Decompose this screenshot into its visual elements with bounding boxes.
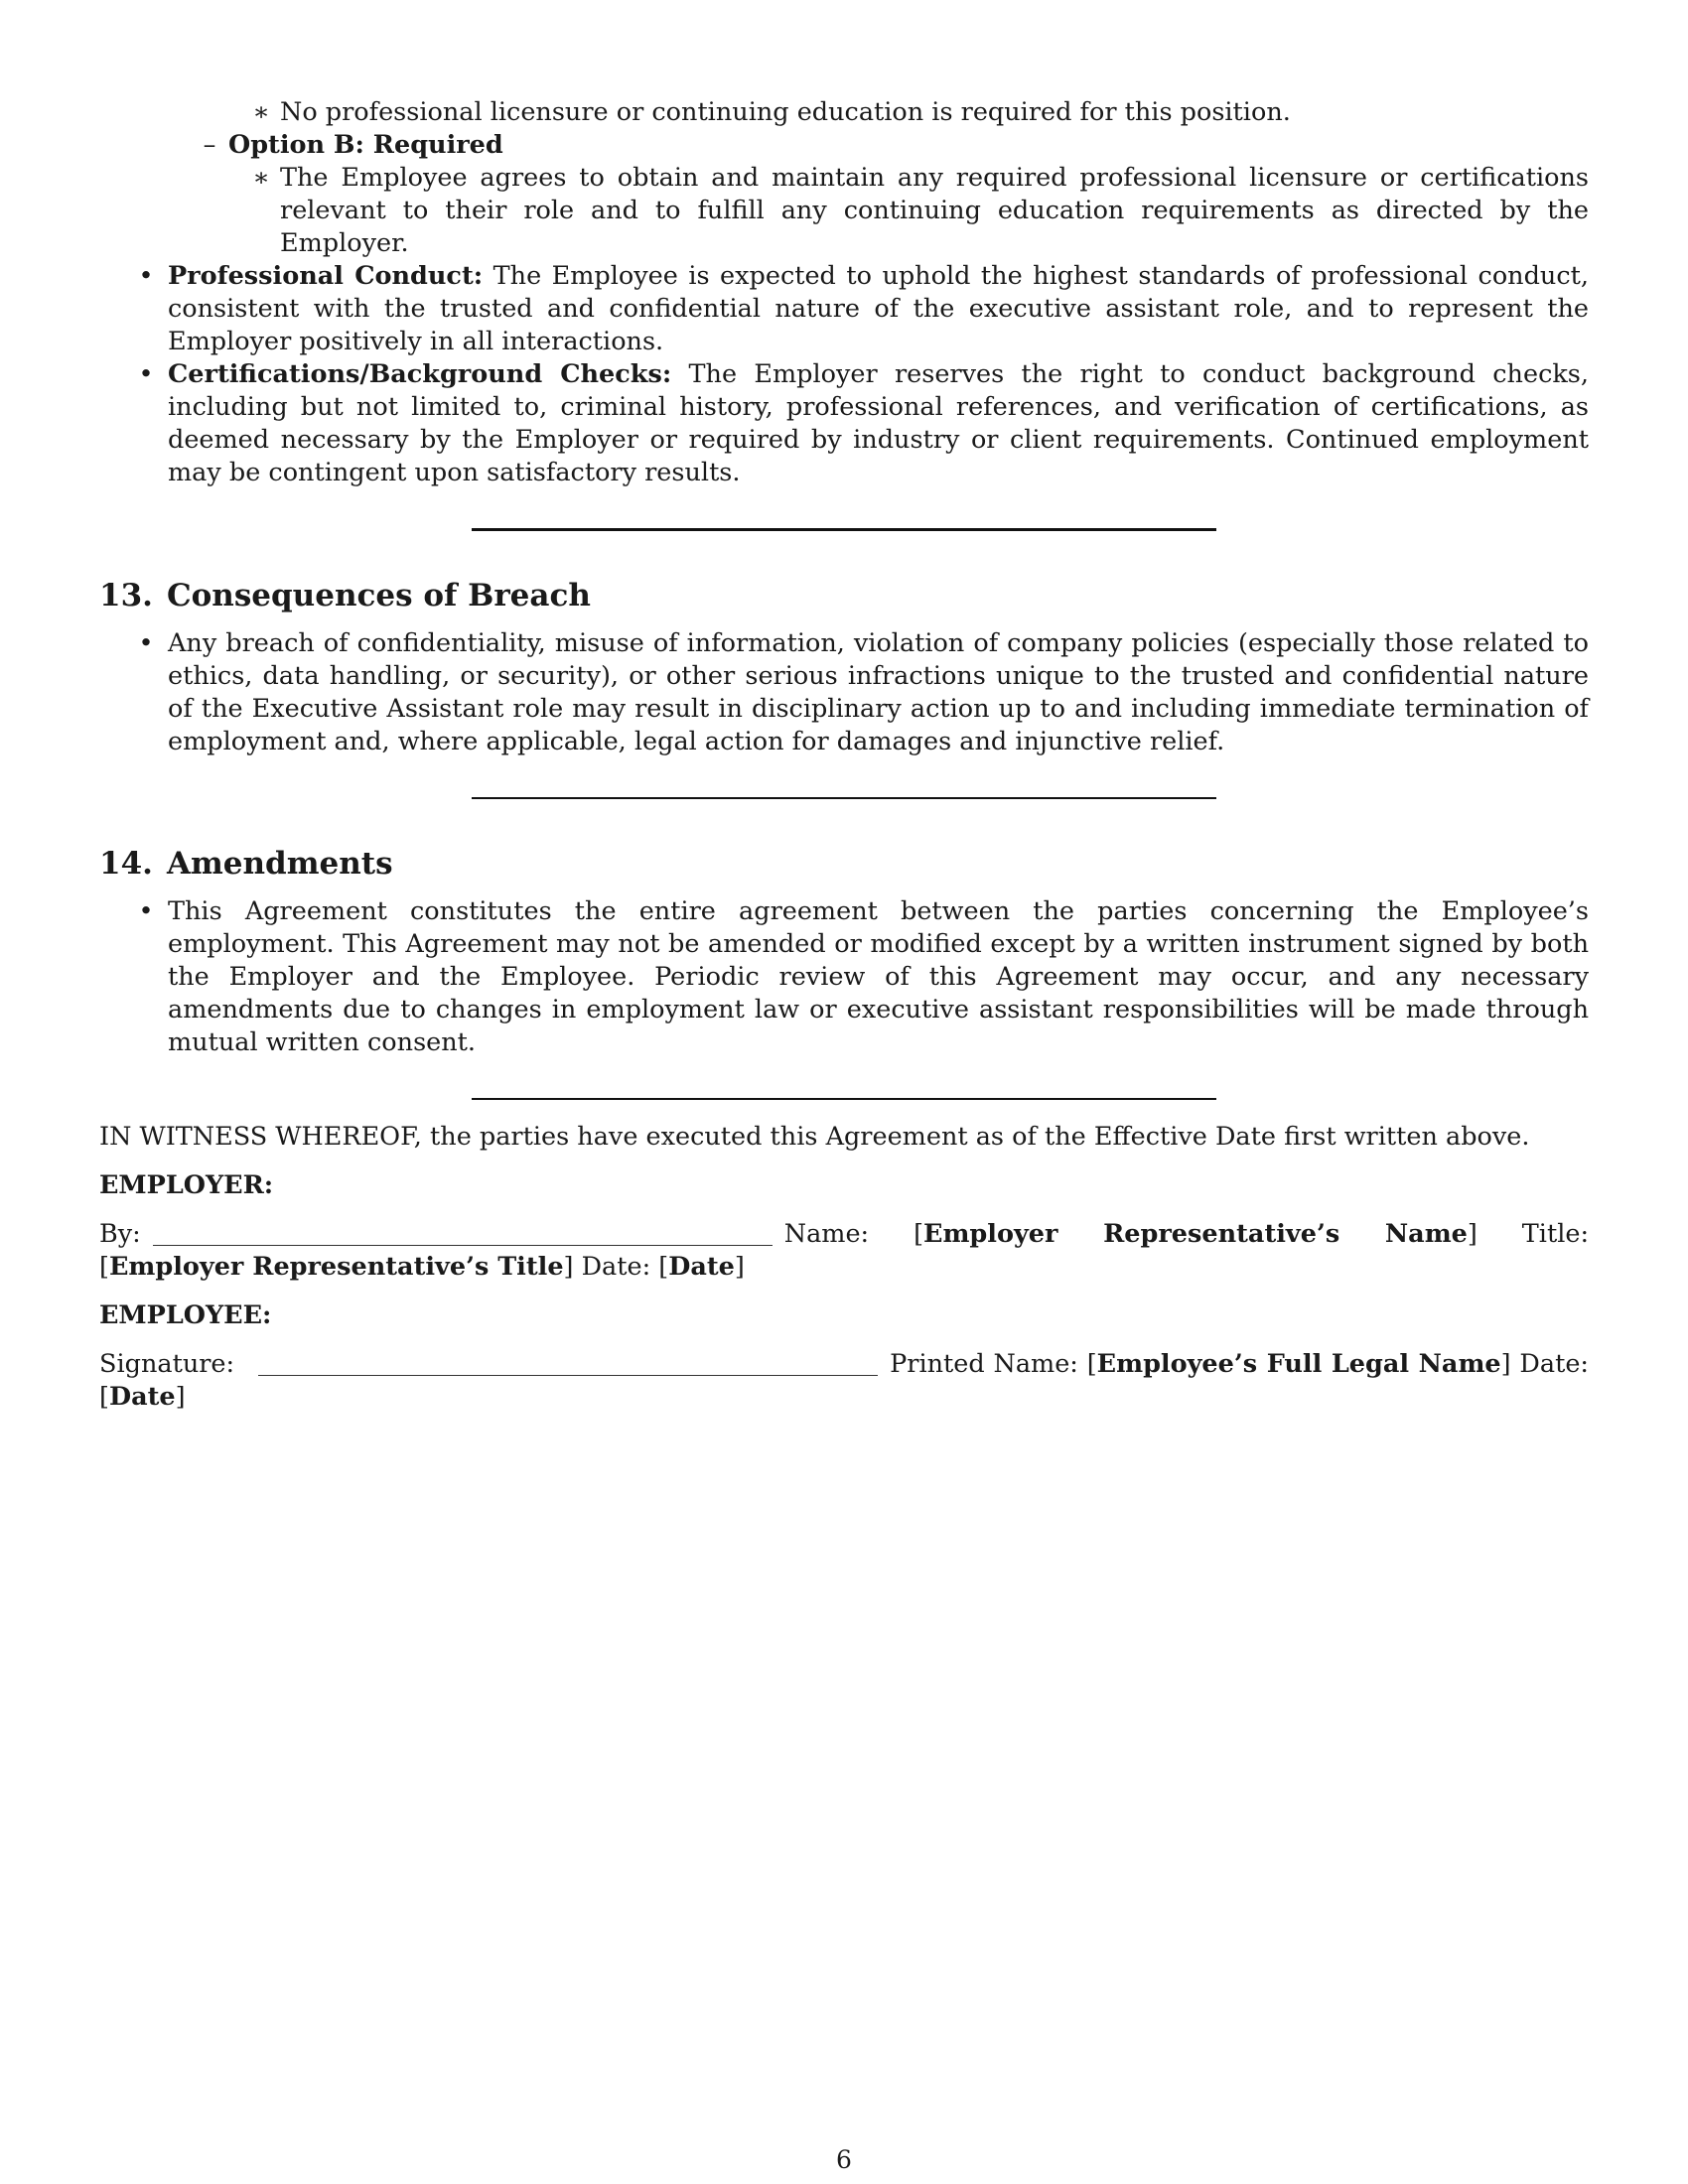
close-bracket: ] — [1467, 1219, 1477, 1249]
employee-signature-line[interactable] — [258, 1349, 878, 1376]
open-bracket: [ — [99, 1382, 109, 1412]
employer-signature-line[interactable] — [153, 1219, 773, 1246]
certifications-label: Certifications/Background Checks: — [168, 359, 672, 389]
section-14-title: Amendments — [166, 846, 393, 882]
section-13-title: Consequences of Breach — [166, 578, 591, 614]
section-divider — [472, 797, 1216, 799]
dash-bullet-icon: – — [203, 130, 216, 160]
option-b-item-text: The Employee agrees to obtain and maintain any required professional licensure or certifications relevant to their role and to fulfill any continuing education requirements as directed by the Employer. — [280, 163, 1589, 258]
employer-date-placeholder: Date — [668, 1252, 735, 1282]
option-b-sub-item — [99, 162, 1589, 260]
date-label: Date: — [1519, 1349, 1589, 1379]
certifications-item — [99, 358, 1589, 489]
employer-rep-title: Employer Representative’s Title — [108, 1252, 564, 1282]
asterisk-bullet-icon: ∗ — [252, 97, 270, 127]
close-bracket: ] — [563, 1252, 574, 1282]
date-label: Date: — [581, 1252, 651, 1282]
name-label: Name: — [783, 1219, 870, 1249]
page-number: 6 — [836, 2145, 852, 2174]
section-14-item — [99, 895, 1589, 1059]
open-bracket: [ — [914, 1219, 924, 1249]
employee-name: Employee’s Full Legal Name — [1096, 1349, 1501, 1379]
section-14-number: 14. — [99, 846, 153, 882]
close-bracket: ] — [734, 1252, 745, 1282]
document-page — [99, 96, 1589, 1414]
open-bracket: [ — [1086, 1349, 1097, 1379]
witness-statement: IN WITNESS WHEREOF, the parties have executed this Agreement as of the Effective Date first written above. — [99, 1122, 1530, 1152]
bullet-icon: • — [138, 896, 154, 926]
bullet-icon: • — [138, 628, 154, 658]
open-bracket: [ — [658, 1252, 669, 1282]
open-bracket: [ — [99, 1252, 109, 1282]
by-label: By: — [99, 1219, 141, 1249]
section-divider — [472, 528, 1216, 531]
printed-name-label: Printed Name: — [890, 1349, 1078, 1379]
employer-signature-block — [99, 1218, 1589, 1284]
professional-conduct-item — [99, 260, 1589, 358]
bullet-icon: • — [138, 359, 154, 389]
section-13-item — [99, 627, 1589, 758]
option-a-list-item — [99, 96, 1589, 129]
section-divider — [472, 1098, 1216, 1100]
asterisk-bullet-icon: ∗ — [252, 163, 270, 193]
professional-conduct-label: Professional Conduct: — [168, 261, 484, 291]
employee-signature-block — [99, 1348, 1589, 1414]
section-13-number: 13. — [99, 578, 153, 614]
employer-heading — [99, 1169, 1589, 1202]
employee-heading — [99, 1299, 1589, 1332]
section-14-heading — [99, 844, 1589, 884]
section-13-heading — [99, 576, 1589, 615]
section-14-item-text: This Agreement constitutes the entire agreement between the parties concerning the Employee’s employment. This Agreement may not be amended or modified except by a written instrument signed by both the Employer and the Employee. Periodic review of this Agreement may occur, and any necessary amendments due to changes in employment law or executive assistant responsibilities will be made through mutual written consent. — [168, 896, 1589, 1057]
professional-conduct-text: The Employee is expected to uphold the highest standards of professional conduct, consistent with the trusted and confidential nature of the executive assistant role, and to represent the Employer positively in all interactions. — [168, 261, 1589, 356]
close-bracket: ] — [175, 1382, 186, 1412]
title-label: Title: — [1521, 1219, 1590, 1249]
signature-label: Signature: — [99, 1349, 235, 1379]
certifications-text: The Employer reserves the right to conduct background checks, including but not limited to, criminal history, professional references, and verification of certifications, as deemed necessary by the Employer or required by industry or client requirements. Continued employment may be contingent upon satisfactory results. — [168, 359, 1589, 487]
employee-date-placeholder: Date — [108, 1382, 176, 1412]
option-b-list-item — [99, 129, 1589, 162]
employer-rep-name: Employer Representative’s Name — [923, 1219, 1468, 1249]
employee-heading-label: EMPLOYEE: — [99, 1300, 272, 1330]
employer-heading-label: EMPLOYER: — [99, 1170, 274, 1200]
option-a-item-text: No professional licensure or continuing education is required for this position. — [280, 97, 1291, 127]
section-13-item-text: Any breach of confidentiality, misuse of information, violation of company policies (especially those related to ethics, data handling, or security), or other serious infractions unique to the trusted and confidential nature of the Executive Assistant role may result in disciplinary action up to and including immediate termination of employment and, where applicable, legal action for damages and injunctive relief. — [168, 628, 1589, 756]
option-b-label: Option B: Required — [228, 130, 503, 160]
close-bracket: ] — [1500, 1349, 1511, 1379]
bullet-icon: • — [138, 261, 154, 291]
